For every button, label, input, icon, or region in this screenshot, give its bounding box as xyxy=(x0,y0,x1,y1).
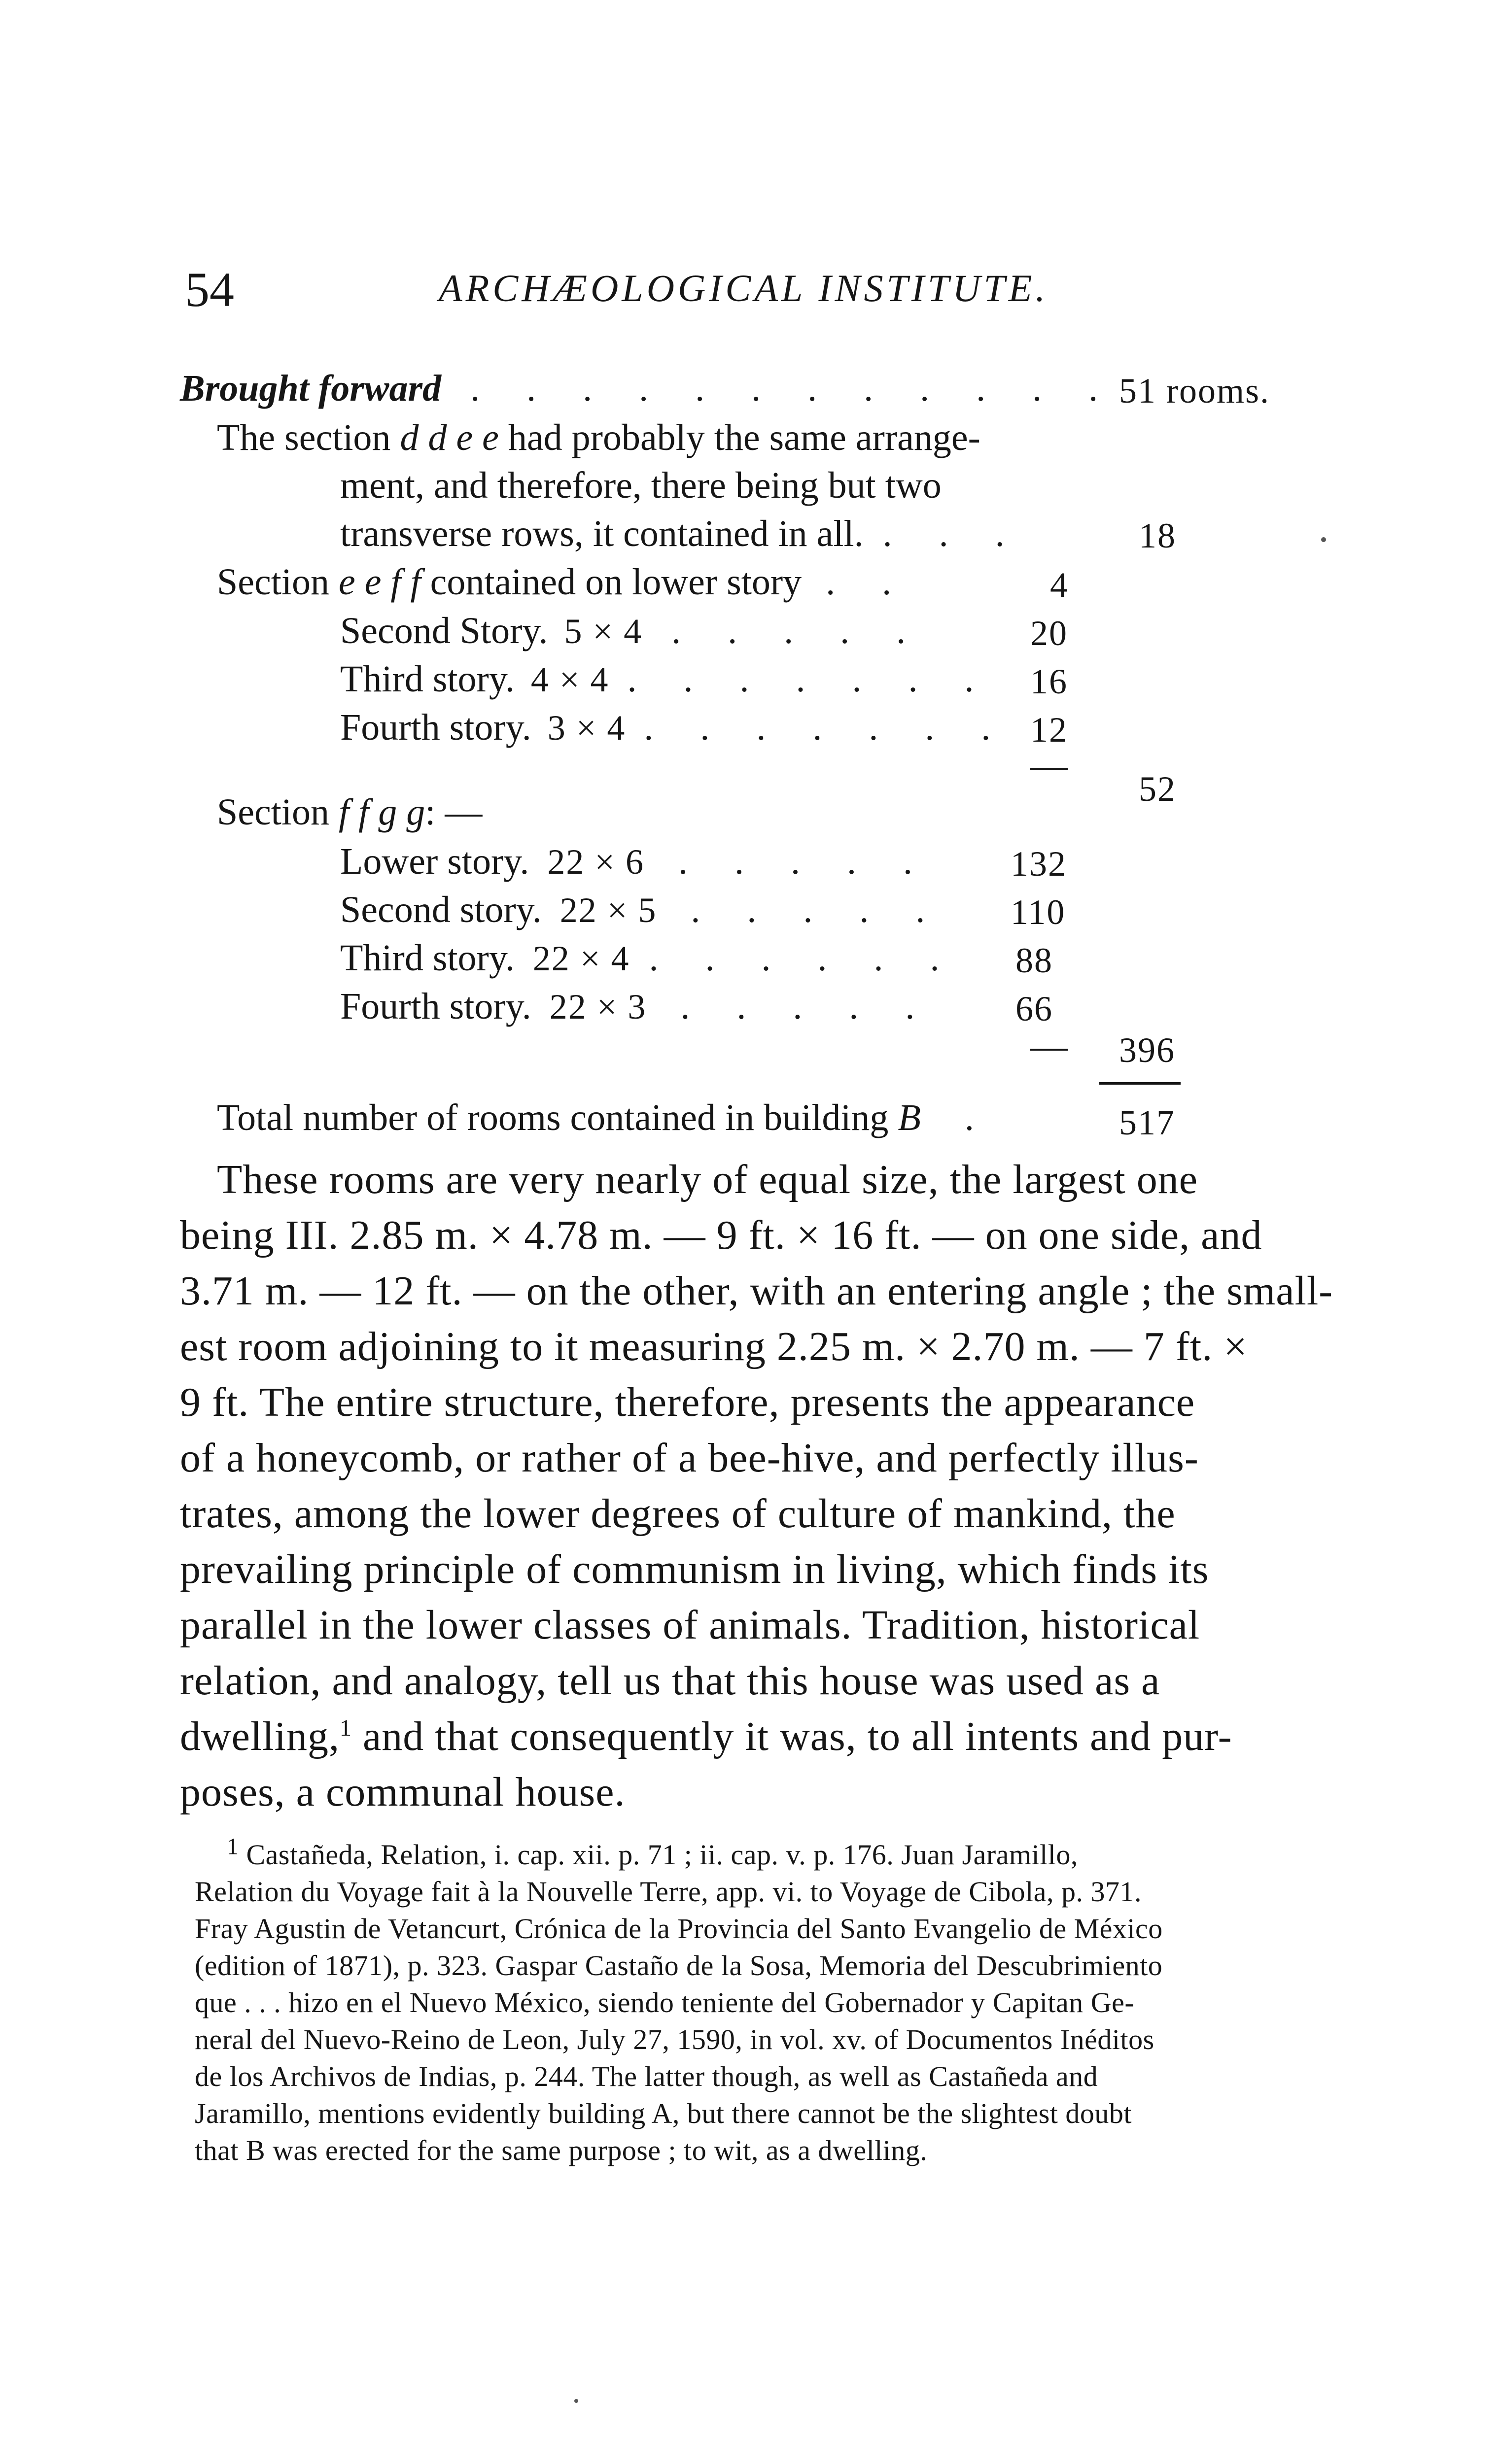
section-ffgg-row xyxy=(340,937,958,980)
row-label: Second story. xyxy=(340,889,542,930)
running-head: ARCHÆOLOGICAL INSTITUTE. xyxy=(439,267,1049,309)
footnote-line: neral del Nuevo-Reino de Leon, July 27, 1590, in vol. xv. of Documentos Inéditos xyxy=(195,2023,1154,2055)
stray-mark xyxy=(574,2399,578,2403)
section-ffgg-row xyxy=(340,889,944,931)
section-eeff-row xyxy=(340,706,1009,749)
section-ffgg-row-value: 132 xyxy=(1011,844,1067,884)
section-eeff-label-a: Section xyxy=(217,561,339,603)
grand-total-label-em: B xyxy=(898,1097,921,1138)
footnote-mark: 1 xyxy=(227,1833,239,1860)
section-ddee-line2: ment, and therefore, there being but two xyxy=(340,465,942,506)
footnote-line-text: Castañeda, Relation, i. cap. xii. p. 71 ; ii. cap. v. p. 176. Juan Jaramillo, xyxy=(246,1839,1078,1871)
section-ffgg-label-em: f f g g xyxy=(338,791,425,833)
body-line: of a honeycomb, or rather of a bee-hive, and perfectly illus- xyxy=(180,1435,1199,1481)
section-ffgg-label-b: : — xyxy=(425,791,483,833)
section-eeff-row-value: 12 xyxy=(1030,710,1068,750)
section-ffgg-row-value: 88 xyxy=(1015,941,1053,980)
section-eeff-row xyxy=(340,658,993,701)
footnote-line: Relation du Voyage fait à la Nouvelle Terre, app. vi. to Voyage de Cibola, p. 371. xyxy=(195,1876,1142,1908)
body-line: poses, a communal house. xyxy=(180,1769,626,1815)
row-dims: 3 × 4 xyxy=(547,708,626,748)
section-ddee-leader: . . . xyxy=(882,513,1023,554)
body-line: est room adjoining to it measuring 2.25 m. × 2.70 m. — 7 ft. × xyxy=(180,1324,1248,1369)
section-ffgg-row-value: 66 xyxy=(1015,989,1053,1028)
grand-total-label-a: Total number of rooms contained in building xyxy=(217,1097,898,1138)
row-leader: . . . . . . . xyxy=(627,658,993,700)
row-leader: . . . . . . xyxy=(649,937,958,979)
footnote-line: Jaramillo, mentions evidently building A, but there cannot be the slightest doubt xyxy=(195,2097,1132,2129)
section-ffgg-label-a: Section xyxy=(217,791,339,833)
section-eeff-row-value: 20 xyxy=(1030,614,1068,653)
body-line: parallel in the lower classes of animals. Tradition, historical xyxy=(180,1602,1200,1648)
row-label: Second Story. xyxy=(340,610,548,651)
section-ddee-line1-b: had probably the same arrange- xyxy=(498,417,980,458)
body-line xyxy=(180,1712,1232,1760)
row-dims: 22 × 6 xyxy=(547,842,645,882)
row-label: Fourth story. xyxy=(340,707,531,748)
total-rule xyxy=(1099,1082,1181,1085)
section-eeff-leader: . . xyxy=(826,561,910,603)
section-ffgg-dash: — xyxy=(1030,1026,1068,1067)
footnote-ref: 1 xyxy=(339,1715,352,1741)
section-eeff-label xyxy=(217,561,910,604)
row-label: Third story. xyxy=(340,658,515,700)
section-ffgg-total: 396 xyxy=(1119,1030,1175,1070)
section-eeff-label-em: e e f f xyxy=(338,561,421,603)
row-label: Third story. xyxy=(340,937,515,979)
section-ffgg-label xyxy=(217,791,482,834)
brought-forward-label: Brought forward xyxy=(180,368,442,409)
section-ddee-line1-a: The section xyxy=(217,417,400,458)
section-ddee-line1-em: d d e e xyxy=(400,417,499,458)
section-eeff-row-value: 16 xyxy=(1030,662,1068,701)
body-line: prevailing principle of communism in living, which finds its xyxy=(180,1546,1209,1592)
footnote-line: que . . . hizo en el Nuevo México, siendo teniente del Gobernador y Capitan Ge- xyxy=(195,1986,1135,2019)
section-eeff-lower: 4 xyxy=(1050,565,1069,605)
section-eeff-total: 52 xyxy=(1139,769,1176,809)
row-dims: 4 × 4 xyxy=(530,660,609,699)
row-dims: 22 × 5 xyxy=(559,890,657,930)
row-leader: . . . . . xyxy=(680,986,934,1027)
brought-forward-leader: . . . . . . . . . . . . xyxy=(470,368,1117,409)
footnote-line: (edition of 1871), p. 323. Gaspar Castaño de la Sosa, Memoria del Descubrimiento xyxy=(195,1950,1163,1982)
section-eeff-dash: — xyxy=(1030,745,1068,786)
row-leader: . . . . . xyxy=(671,610,925,651)
grand-total-leader: . xyxy=(964,1097,974,1138)
row-leader: . . . . . xyxy=(678,841,932,882)
row-leader: . . . . . xyxy=(691,889,944,930)
section-ddee-line3 xyxy=(340,513,1023,555)
section-ffgg-row xyxy=(340,985,933,1028)
body-line: relation, and analogy, tell us that this house was used as a xyxy=(180,1658,1160,1704)
grand-total-label xyxy=(217,1096,974,1139)
section-ddee-total: 18 xyxy=(1139,516,1176,555)
row-dims: 22 × 4 xyxy=(532,939,630,978)
row-label: Fourth story. xyxy=(340,986,531,1027)
grand-total: 517 xyxy=(1119,1103,1175,1142)
brought-forward-total: 51 rooms. xyxy=(1119,371,1270,411)
section-ffgg-row-value: 110 xyxy=(1011,892,1066,932)
row-label: Lower story. xyxy=(340,841,529,882)
section-eeff-label-b: contained on lower story xyxy=(420,561,802,603)
row-dims: 5 × 4 xyxy=(564,612,643,651)
footnote-line xyxy=(227,1833,1078,1871)
stray-mark xyxy=(1321,537,1326,542)
row-leader: . . . . . . . xyxy=(644,707,1010,748)
body-line: 3.71 m. — 12 ft. — on the other, with an entering angle ; the small- xyxy=(180,1268,1333,1314)
brought-forward-row xyxy=(180,367,1117,410)
section-eeff-row xyxy=(340,610,924,652)
section-ddee-line1 xyxy=(217,416,980,459)
body-line: These rooms are very nearly of equal size, the largest one xyxy=(217,1157,1198,1202)
body-line-start: dwelling, xyxy=(180,1713,340,1759)
footnote-line: Fray Agustin de Vetancurt, Crónica de la Provincia del Santo Evangelio de México xyxy=(195,1913,1163,1945)
section-ddee-line3-text: transverse rows, it contained in all. xyxy=(340,513,864,554)
body-line: being III. 2.85 m. × 4.78 m. — 9 ft. × 16 ft. — on one side, and xyxy=(180,1212,1262,1258)
page-number: 54 xyxy=(185,262,234,317)
section-ffgg-row xyxy=(340,840,931,883)
footnote-line: that B was erected for the same purpose ; to wit, as a dwelling. xyxy=(195,2134,928,2166)
footnote-line: de los Archivos de Indias, p. 244. The latter though, as well as Castañeda and xyxy=(195,2060,1098,2092)
body-line: 9 ft. The entire structure, therefore, presents the appearance xyxy=(180,1379,1195,1425)
body-line: trates, among the lower degrees of culture of mankind, the xyxy=(180,1491,1176,1537)
row-dims: 22 × 3 xyxy=(549,987,647,1027)
body-line-end: and that consequently it was, to all intents and pur- xyxy=(362,1713,1232,1759)
